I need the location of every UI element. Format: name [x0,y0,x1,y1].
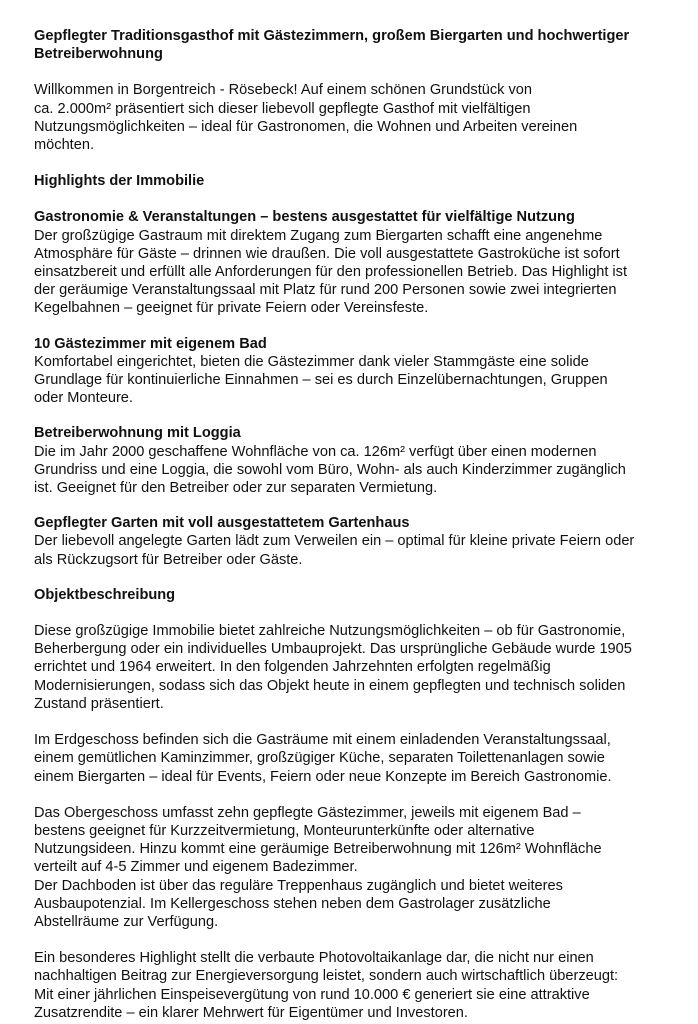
highlight-heading: Gepflegter Garten mit voll ausgestattetem Gartenhaus [34,515,410,532]
highlight-section [34,208,684,317]
highlight-section [34,424,684,497]
highlights-heading: Highlights der Immobilie [34,173,205,190]
title-line: Gepflegter Traditionsgasthof mit Gästezimmern, großem Biergarten und hochwertiger [34,28,630,44]
description-paragraph: Ein besonderes Highlight stellt die verbaute Photovoltaikanlage dar, die nicht nur einen nachhaltigen Beitrag zur Energieversorgung leistet, sondern auch wirtschaftlich überzeugt: Mit einer jährlichen Einspeisevergütung von rund 10.000 € generiert sie eine attraktive Zusatzrendite – ein klarer Mehrwert für Eigentümer und Investoren. [34,950,619,1021]
intro-paragraph: Willkommen in Borgentreich - Rösebeck! Auf einem schönen Grundstück von ca. 2.000m² präsentiert sich dieser liebevoll gepflegte Gasthof mit vielfältigen Nutzungsmöglichkeiten – ideal für Gastronomen, die Wohnen und Arbeiten vereinen möchten. [34,82,578,154]
highlight-section [34,335,684,408]
highlight-heading: Betreiberwohnung mit Loggia [34,425,241,442]
highlight-heading: Gastronomie & Veranstaltungen – bestens ausgestattet für vielfältige Nutzung [34,209,575,226]
description-paragraph: Im Erdgeschoss befinden sich die Gasträume mit einem einladenden Veranstaltungssaal, einem gemütlichen Kaminzimmer, großzügiger Küche, separaten Toilettenanlagen sowie einem Biergarten – ideal für Events, Feiern oder neue Konzepte im Bereich Gastronomie. [34,732,612,785]
highlight-text: Die im Jahr 2000 geschaffene Wohnfläche von ca. 126m² verfügt über einen modernen Grundriss und eine Loggia, die sowohl vom Büro, Wohn- als auch Kinderzimmer zugänglich ist. Geeignet für den Betreiber oder zur separaten Vermietung. [34,443,626,497]
document-title [34,27,684,63]
highlight-text: Komfortabel eingerichtet, bieten die Gästezimmer dank vieler Stammgäste eine solide Grundlage für kontinuierliche Einnahmen – sei es durch Einzelübernachtungen, Gruppen oder Monteure. [34,353,608,407]
highlight-heading: 10 Gästezimmer mit eigenem Bad [34,335,267,352]
highlight-text: Der liebevoll angelegte Garten lädt zum Verweilen ein – optimal für kleine private Feiern oder als Rückzugsort für Betreiber oder Gäste. [34,533,635,568]
highlight-text: Der großzügige Gastraum mit direktem Zugang zum Biergarten schafft eine angenehme Atmosphäre für Gäste – drinnen wie draußen. Die voll ausgestattete Gastroküche ist sofort einsatzbereit und erfüllt alle Anforderungen für den professionellen Betrieb. Das Highlight ist der geräumige Veranstaltungssaal mit Platz für rund 200 Personen sowie zwei integrierten Kegelbahnen – geeignet für private Feiern oder Vereinsfeste. [34,227,628,317]
listing-document [34,27,684,1022]
description-paragraph: Diese großzügige Immobilie bietet zahlreiche Nutzungsmöglichkeiten – ob für Gastronomie, Beherbergung oder ein individuelles Umbauprojekt. Das ursprüngliche Gebäude wurde 1905 errichtet und 1964 erweitert. In den folgenden Jahrzehnten erfolgten regelmäßig Modernisierungen, sodass sich das Objekt heute in einem gepflegten und technisch soliden Zustand präsentiert. [34,623,632,712]
highlight-section [34,514,684,569]
title-line: Betreiberwohnung [34,46,163,63]
description-paragraph: Das Obergeschoss umfasst zehn gepflegte Gästezimmer, jeweils mit eigenem Bad – bestens geeignet für Kurzzeitvermietung, Monteurunterkünfte oder alternative Nutzungsideen. Hinzu kommt eine geräumige Betreiberwohnung mit 126m² Wohnfläche verteilt auf 4-5 Zimmer und eigenem Badezimmer. Der Dachboden ist über das reguläre Treppenhaus zugänglich und bietet weiteres Ausbaupotenzial. Im Kellergeschoss stehen neben dem Gastrolager zusätzliche Abstellräume zur Verfügung. [34,804,602,930]
description-heading: Objektbeschreibung [34,586,176,603]
